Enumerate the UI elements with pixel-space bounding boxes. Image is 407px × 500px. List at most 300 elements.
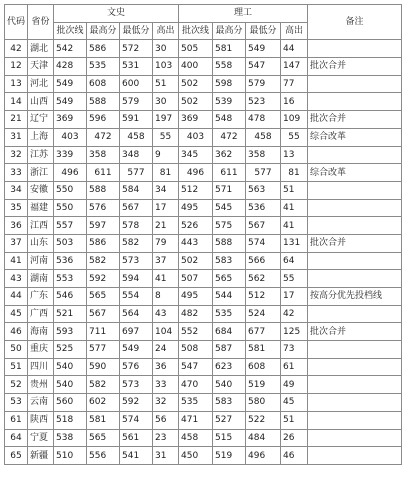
cell-science-max: 588 <box>213 234 246 252</box>
cell-note <box>308 358 402 376</box>
cell-arts-max: 611 <box>87 164 120 182</box>
table-row <box>5 288 402 306</box>
cell-note <box>308 75 402 93</box>
header-science-min-score: 最低分 <box>246 22 281 40</box>
cell-arts-batch-line: 525 <box>54 341 87 359</box>
cell-code: 44 <box>5 288 28 306</box>
cell-arts-min: 531 <box>120 58 153 76</box>
cell-arts-above: 43 <box>153 305 179 323</box>
cell-arts-max: 586 <box>87 40 120 58</box>
table-row <box>5 128 402 146</box>
cell-science-min: 358 <box>246 146 281 164</box>
cell-province: 浙江 <box>28 164 54 182</box>
admission-scores-table-container <box>4 4 402 465</box>
cell-science-above: 26 <box>281 429 308 447</box>
cell-science-batch-line: 400 <box>179 58 213 76</box>
cell-arts-batch-line: 560 <box>54 394 87 412</box>
cell-code: 53 <box>5 394 28 412</box>
cell-arts-max: 565 <box>87 288 120 306</box>
cell-science-max: 583 <box>213 394 246 412</box>
cell-science-min: 608 <box>246 358 281 376</box>
cell-code: 61 <box>5 411 28 429</box>
cell-province: 广西 <box>28 305 54 323</box>
table-row <box>5 305 402 323</box>
cell-note: 批次合并 <box>308 234 402 252</box>
cell-code: 65 <box>5 447 28 465</box>
table-row <box>5 199 402 217</box>
table-row <box>5 40 402 58</box>
cell-science-above: 46 <box>281 447 308 465</box>
cell-science-batch-line: 458 <box>179 429 213 447</box>
table-row <box>5 358 402 376</box>
cell-arts-max: 556 <box>87 447 120 465</box>
cell-code: 51 <box>5 358 28 376</box>
cell-note: 综合改革 <box>308 164 402 182</box>
cell-arts-batch-line: 521 <box>54 305 87 323</box>
cell-arts-max: 590 <box>87 358 120 376</box>
cell-code: 46 <box>5 323 28 341</box>
cell-arts-max: 711 <box>87 323 120 341</box>
cell-code: 37 <box>5 234 28 252</box>
cell-province: 湖南 <box>28 270 54 288</box>
cell-arts-max: 597 <box>87 217 120 235</box>
cell-province: 山东 <box>28 234 54 252</box>
cell-arts-min: 582 <box>120 234 153 252</box>
cell-science-min: 523 <box>246 93 281 111</box>
table-row <box>5 234 402 252</box>
cell-science-above: 41 <box>281 199 308 217</box>
header-arts: 文史 <box>54 5 179 23</box>
cell-arts-above: 197 <box>153 111 179 129</box>
cell-science-max: 558 <box>213 58 246 76</box>
cell-province: 辽宁 <box>28 111 54 129</box>
cell-arts-max: 582 <box>87 252 120 270</box>
cell-arts-max: 592 <box>87 270 120 288</box>
header-arts-batch-line: 批次线 <box>54 22 87 40</box>
cell-science-min: 677 <box>246 323 281 341</box>
cell-arts-max: 582 <box>87 376 120 394</box>
cell-science-above: 51 <box>281 411 308 429</box>
cell-province: 贵州 <box>28 376 54 394</box>
cell-province: 江苏 <box>28 146 54 164</box>
header-row-top <box>5 5 402 23</box>
cell-arts-above: 30 <box>153 93 179 111</box>
cell-arts-batch-line: 510 <box>54 447 87 465</box>
cell-arts-batch-line: 553 <box>54 270 87 288</box>
cell-science-batch-line: 502 <box>179 75 213 93</box>
cell-science-above: 64 <box>281 252 308 270</box>
table-row <box>5 252 402 270</box>
cell-science-max: 611 <box>213 164 246 182</box>
cell-arts-min: 348 <box>120 146 153 164</box>
cell-science-above: 81 <box>281 164 308 182</box>
cell-science-batch-line: 482 <box>179 305 213 323</box>
cell-code: 14 <box>5 93 28 111</box>
cell-province: 宁夏 <box>28 429 54 447</box>
header-note: 备注 <box>308 5 402 40</box>
cell-science-max: 515 <box>213 429 246 447</box>
cell-arts-above: 41 <box>153 270 179 288</box>
cell-arts-above: 32 <box>153 394 179 412</box>
cell-science-max: 540 <box>213 376 246 394</box>
cell-note: 批次合并 <box>308 58 402 76</box>
cell-arts-above: 8 <box>153 288 179 306</box>
cell-science-above: 16 <box>281 93 308 111</box>
table-row <box>5 146 402 164</box>
cell-province: 海南 <box>28 323 54 341</box>
cell-note <box>308 305 402 323</box>
cell-province: 云南 <box>28 394 54 412</box>
cell-science-batch-line: 496 <box>179 164 213 182</box>
cell-arts-min: 584 <box>120 181 153 199</box>
cell-science-above: 55 <box>281 128 308 146</box>
cell-note <box>308 93 402 111</box>
cell-province: 四川 <box>28 358 54 376</box>
cell-arts-min: 594 <box>120 270 153 288</box>
cell-science-above: 131 <box>281 234 308 252</box>
cell-arts-above: 51 <box>153 75 179 93</box>
cell-note <box>308 146 402 164</box>
cell-province: 安徽 <box>28 181 54 199</box>
table-row <box>5 429 402 447</box>
cell-science-min: 549 <box>246 40 281 58</box>
cell-science-min: 519 <box>246 376 281 394</box>
cell-arts-batch-line: 540 <box>54 358 87 376</box>
cell-science-max: 583 <box>213 252 246 270</box>
cell-science-min: 567 <box>246 217 281 235</box>
cell-arts-above: 36 <box>153 358 179 376</box>
cell-note <box>308 199 402 217</box>
cell-arts-min: 579 <box>120 93 153 111</box>
table-row <box>5 217 402 235</box>
cell-code: 50 <box>5 341 28 359</box>
cell-science-max: 472 <box>213 128 246 146</box>
table-row <box>5 75 402 93</box>
cell-science-batch-line: 505 <box>179 40 213 58</box>
cell-science-batch-line: 535 <box>179 394 213 412</box>
admission-scores-table <box>4 4 402 465</box>
table-row <box>5 270 402 288</box>
cell-province: 河南 <box>28 252 54 270</box>
cell-science-min: 563 <box>246 181 281 199</box>
cell-code: 32 <box>5 146 28 164</box>
cell-arts-min: 549 <box>120 341 153 359</box>
cell-science-max: 623 <box>213 358 246 376</box>
cell-arts-above: 37 <box>153 252 179 270</box>
cell-science-max: 545 <box>213 199 246 217</box>
cell-province: 河北 <box>28 75 54 93</box>
cell-province: 福建 <box>28 199 54 217</box>
cell-science-min: 458 <box>246 128 281 146</box>
table-row <box>5 323 402 341</box>
cell-code: 52 <box>5 376 28 394</box>
cell-arts-batch-line: 538 <box>54 429 87 447</box>
cell-arts-above: 34 <box>153 181 179 199</box>
cell-note <box>308 447 402 465</box>
cell-province: 天津 <box>28 58 54 76</box>
cell-arts-min: 572 <box>120 40 153 58</box>
cell-science-batch-line: 526 <box>179 217 213 235</box>
cell-note: 综合改革 <box>308 128 402 146</box>
cell-science-min: 577 <box>246 164 281 182</box>
cell-province: 山西 <box>28 93 54 111</box>
cell-arts-min: 561 <box>120 429 153 447</box>
cell-code: 21 <box>5 111 28 129</box>
table-row <box>5 411 402 429</box>
cell-science-batch-line: 471 <box>179 411 213 429</box>
cell-arts-batch-line: 557 <box>54 217 87 235</box>
cell-arts-max: 567 <box>87 305 120 323</box>
cell-note: 批次合并 <box>308 323 402 341</box>
cell-province: 上海 <box>28 128 54 146</box>
cell-science-above: 61 <box>281 358 308 376</box>
cell-science-min: 512 <box>246 288 281 306</box>
cell-science-max: 587 <box>213 341 246 359</box>
table-row <box>5 447 402 465</box>
cell-arts-max: 358 <box>87 146 120 164</box>
cell-science-min: 566 <box>246 252 281 270</box>
cell-arts-min: 577 <box>120 164 153 182</box>
cell-science-min: 484 <box>246 429 281 447</box>
cell-code: 13 <box>5 75 28 93</box>
cell-arts-above: 33 <box>153 376 179 394</box>
cell-arts-min: 600 <box>120 75 153 93</box>
header-arts-above: 高出 <box>153 22 179 40</box>
cell-arts-min: 576 <box>120 358 153 376</box>
cell-science-max: 544 <box>213 288 246 306</box>
cell-arts-above: 31 <box>153 447 179 465</box>
cell-arts-above: 23 <box>153 429 179 447</box>
cell-arts-batch-line: 518 <box>54 411 87 429</box>
cell-arts-max: 576 <box>87 199 120 217</box>
cell-science-min: 574 <box>246 234 281 252</box>
cell-arts-batch-line: 593 <box>54 323 87 341</box>
cell-science-above: 109 <box>281 111 308 129</box>
cell-arts-min: 578 <box>120 217 153 235</box>
cell-province: 重庆 <box>28 341 54 359</box>
cell-arts-max: 588 <box>87 93 120 111</box>
cell-science-above: 55 <box>281 270 308 288</box>
cell-note <box>308 252 402 270</box>
cell-science-batch-line: 547 <box>179 358 213 376</box>
cell-science-above: 45 <box>281 394 308 412</box>
table-row <box>5 394 402 412</box>
cell-science-above: 49 <box>281 376 308 394</box>
cell-science-min: 580 <box>246 394 281 412</box>
table-body <box>5 5 402 465</box>
cell-science-batch-line: 450 <box>179 447 213 465</box>
cell-arts-max: 608 <box>87 75 120 93</box>
cell-code: 31 <box>5 128 28 146</box>
cell-arts-min: 564 <box>120 305 153 323</box>
cell-science-above: 17 <box>281 288 308 306</box>
cell-arts-max: 535 <box>87 58 120 76</box>
cell-note <box>308 217 402 235</box>
cell-note: 按高分优先投档线 <box>308 288 402 306</box>
cell-arts-batch-line: 496 <box>54 164 87 182</box>
cell-arts-above: 21 <box>153 217 179 235</box>
cell-arts-batch-line: 542 <box>54 40 87 58</box>
cell-science-batch-line: 507 <box>179 270 213 288</box>
cell-science-batch-line: 552 <box>179 323 213 341</box>
table-row <box>5 376 402 394</box>
cell-science-min: 524 <box>246 305 281 323</box>
cell-arts-max: 581 <box>87 411 120 429</box>
cell-science-max: 598 <box>213 75 246 93</box>
cell-arts-above: 9 <box>153 146 179 164</box>
cell-science-min: 562 <box>246 270 281 288</box>
cell-note <box>308 376 402 394</box>
cell-science-max: 519 <box>213 447 246 465</box>
cell-science-min: 581 <box>246 341 281 359</box>
cell-arts-above: 30 <box>153 40 179 58</box>
cell-province: 广东 <box>28 288 54 306</box>
cell-science-above: 42 <box>281 305 308 323</box>
cell-arts-above: 24 <box>153 341 179 359</box>
cell-code: 43 <box>5 270 28 288</box>
cell-science-min: 496 <box>246 447 281 465</box>
cell-note <box>308 429 402 447</box>
cell-arts-batch-line: 550 <box>54 199 87 217</box>
table-row <box>5 93 402 111</box>
cell-code: 33 <box>5 164 28 182</box>
cell-science-min: 547 <box>246 58 281 76</box>
cell-science-max: 684 <box>213 323 246 341</box>
cell-arts-batch-line: 549 <box>54 75 87 93</box>
cell-science-batch-line: 508 <box>179 341 213 359</box>
header-science: 理工 <box>179 5 308 23</box>
cell-science-batch-line: 443 <box>179 234 213 252</box>
cell-code: 42 <box>5 40 28 58</box>
table-row <box>5 341 402 359</box>
cell-note <box>308 181 402 199</box>
cell-arts-max: 586 <box>87 234 120 252</box>
cell-science-above: 44 <box>281 40 308 58</box>
cell-arts-max: 577 <box>87 341 120 359</box>
cell-arts-above: 103 <box>153 58 179 76</box>
cell-arts-batch-line: 549 <box>54 93 87 111</box>
cell-science-batch-line: 502 <box>179 93 213 111</box>
cell-arts-min: 567 <box>120 199 153 217</box>
cell-code: 45 <box>5 305 28 323</box>
cell-arts-batch-line: 369 <box>54 111 87 129</box>
cell-science-batch-line: 369 <box>179 111 213 129</box>
table-row <box>5 111 402 129</box>
cell-science-batch-line: 495 <box>179 199 213 217</box>
cell-arts-batch-line: 503 <box>54 234 87 252</box>
cell-arts-batch-line: 536 <box>54 252 87 270</box>
cell-arts-above: 81 <box>153 164 179 182</box>
header-science-max-score: 最高分 <box>213 22 246 40</box>
cell-note <box>308 40 402 58</box>
cell-arts-batch-line: 339 <box>54 146 87 164</box>
cell-arts-above: 79 <box>153 234 179 252</box>
cell-science-above: 147 <box>281 58 308 76</box>
header-science-above: 高出 <box>281 22 308 40</box>
table-row <box>5 58 402 76</box>
cell-arts-min: 573 <box>120 252 153 270</box>
cell-arts-batch-line: 546 <box>54 288 87 306</box>
cell-arts-min: 574 <box>120 411 153 429</box>
cell-arts-max: 565 <box>87 429 120 447</box>
cell-science-above: 125 <box>281 323 308 341</box>
cell-science-above: 73 <box>281 341 308 359</box>
cell-science-above: 77 <box>281 75 308 93</box>
cell-arts-above: 17 <box>153 199 179 217</box>
cell-code: 41 <box>5 252 28 270</box>
cell-science-min: 536 <box>246 199 281 217</box>
cell-code: 34 <box>5 181 28 199</box>
cell-science-batch-line: 495 <box>179 288 213 306</box>
header-science-batch-line: 批次线 <box>179 22 213 40</box>
cell-arts-min: 573 <box>120 376 153 394</box>
cell-province: 陕西 <box>28 411 54 429</box>
cell-note <box>308 411 402 429</box>
cell-arts-max: 596 <box>87 111 120 129</box>
cell-arts-batch-line: 428 <box>54 58 87 76</box>
cell-note <box>308 270 402 288</box>
cell-note <box>308 394 402 412</box>
cell-science-max: 539 <box>213 93 246 111</box>
cell-science-batch-line: 345 <box>179 146 213 164</box>
cell-arts-min: 592 <box>120 394 153 412</box>
cell-arts-min: 697 <box>120 323 153 341</box>
cell-science-max: 535 <box>213 305 246 323</box>
cell-arts-max: 472 <box>87 128 120 146</box>
cell-science-max: 565 <box>213 270 246 288</box>
cell-arts-min: 591 <box>120 111 153 129</box>
cell-science-min: 522 <box>246 411 281 429</box>
cell-science-batch-line: 502 <box>179 252 213 270</box>
cell-science-max: 581 <box>213 40 246 58</box>
cell-arts-batch-line: 550 <box>54 181 87 199</box>
cell-science-max: 571 <box>213 181 246 199</box>
cell-province: 湖北 <box>28 40 54 58</box>
cell-science-above: 41 <box>281 217 308 235</box>
cell-province: 江西 <box>28 217 54 235</box>
cell-code: 12 <box>5 58 28 76</box>
table-row <box>5 164 402 182</box>
cell-science-max: 362 <box>213 146 246 164</box>
header-code: 代码 <box>5 5 28 40</box>
cell-science-max: 575 <box>213 217 246 235</box>
header-province: 省份 <box>28 5 54 40</box>
cell-note <box>308 341 402 359</box>
cell-science-min: 579 <box>246 75 281 93</box>
cell-science-above: 13 <box>281 146 308 164</box>
cell-arts-max: 588 <box>87 181 120 199</box>
cell-science-max: 548 <box>213 111 246 129</box>
cell-code: 35 <box>5 199 28 217</box>
cell-arts-above: 56 <box>153 411 179 429</box>
cell-arts-above: 104 <box>153 323 179 341</box>
cell-province: 新疆 <box>28 447 54 465</box>
header-arts-max-score: 最高分 <box>87 22 120 40</box>
cell-science-above: 51 <box>281 181 308 199</box>
cell-arts-max: 602 <box>87 394 120 412</box>
cell-science-max: 527 <box>213 411 246 429</box>
cell-science-batch-line: 512 <box>179 181 213 199</box>
cell-note: 批次合并 <box>308 111 402 129</box>
cell-code: 36 <box>5 217 28 235</box>
cell-arts-min: 554 <box>120 288 153 306</box>
cell-code: 64 <box>5 429 28 447</box>
table-row <box>5 181 402 199</box>
cell-science-batch-line: 470 <box>179 376 213 394</box>
header-arts-min-score: 最低分 <box>120 22 153 40</box>
cell-science-batch-line: 403 <box>179 128 213 146</box>
cell-arts-batch-line: 540 <box>54 376 87 394</box>
